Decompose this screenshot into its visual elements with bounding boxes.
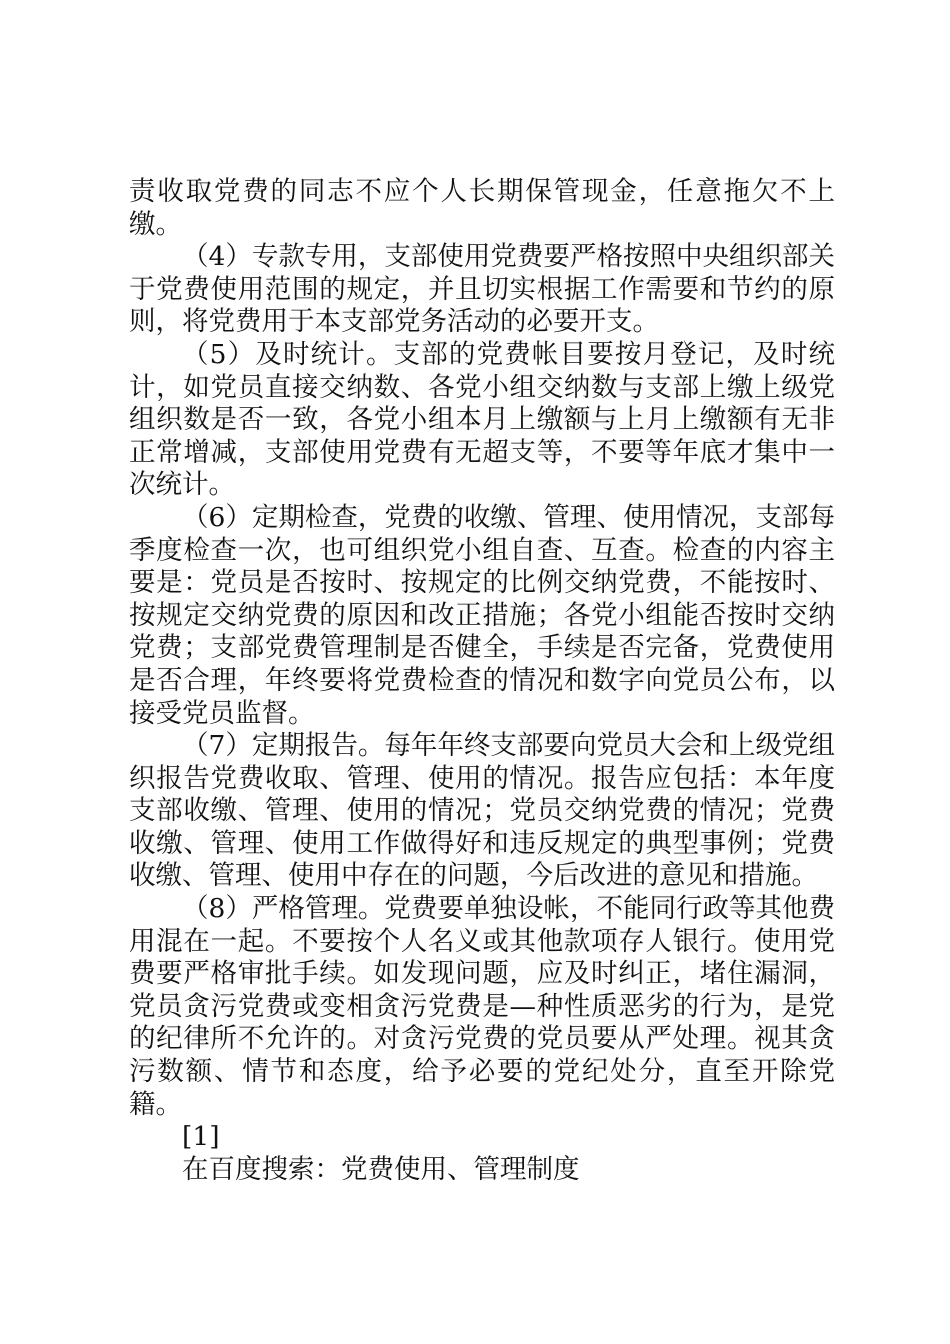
paragraph-item-7: （7）定期报告。每年年终支部要向党员大会和上级党组织报告党费收取、管理、使用的情况。报告应包括：本年度支部收缴、管理、使用的情况；党员交纳党费的情况；党费收缴、管理、使用工作做得好和违反规定的典型事例；党费收缴、管理、使用中存在的问题，今后改进的意见和措施。: [129, 730, 835, 892]
reference-marker: [1]: [182, 1121, 220, 1153]
paragraph-item-5: （5）及时统计。支部的党费帐目要按月登记，及时统计，如党员直接交纳数、各党小组交纳数与支部上缴上级党组织数是否一致，各党小组本月上缴额与上月上缴额有无非正常增减，支部使用党费有无超支等，不要等年底才集中一次统计。: [129, 338, 835, 501]
paragraph-item-8: （8）严格管理。党费要单独设帐，不能同行政等其他费用混在一起。不要按个人名义或其他款项存人银行。使用党费要严格审批手续。如发现问题，应及时纠正，堵住漏洞，党员贪污党费或变相贪污党费是—种性质恶劣的行为，是党的纪律所不允许的。对贪污党费的党员要从严处理。视其贪污数额、情节和态度，给予必要的党纪处分，直至开除党籍。: [129, 893, 835, 1120]
paragraph-item-6: （6）定期检查，党费的收缴、管理、使用情况，支部每季度检查一次，也可组织党小组自查、互查。检查的内容主要是：党员是否按时、按规定的比例交纳党费，不能按时、按规定交纳党费的原因和改正措施；各党小组能否按时交纳党费；支部党费管理制是否健全，手续是否完备，党费使用是否合理，年终要将党费检查的情况和数字向党员公布，以接受党员监督。: [129, 501, 835, 729]
paragraph-item-4: （4）专款专用，支部使用党费要严格按照中央组织部关于党费使用范围的规定，并且切实根据工作需要和节约的原则，将党费用于本支部党务活动的必要开支。: [129, 241, 835, 338]
paragraph-continuation: 责收取党费的同志不应个人长期保管现金，任意拖欠不上缴。: [129, 176, 835, 240]
search-line: 在百度搜索：党费使用、管理制度: [182, 1153, 580, 1185]
document-body: [129, 176, 835, 1186]
